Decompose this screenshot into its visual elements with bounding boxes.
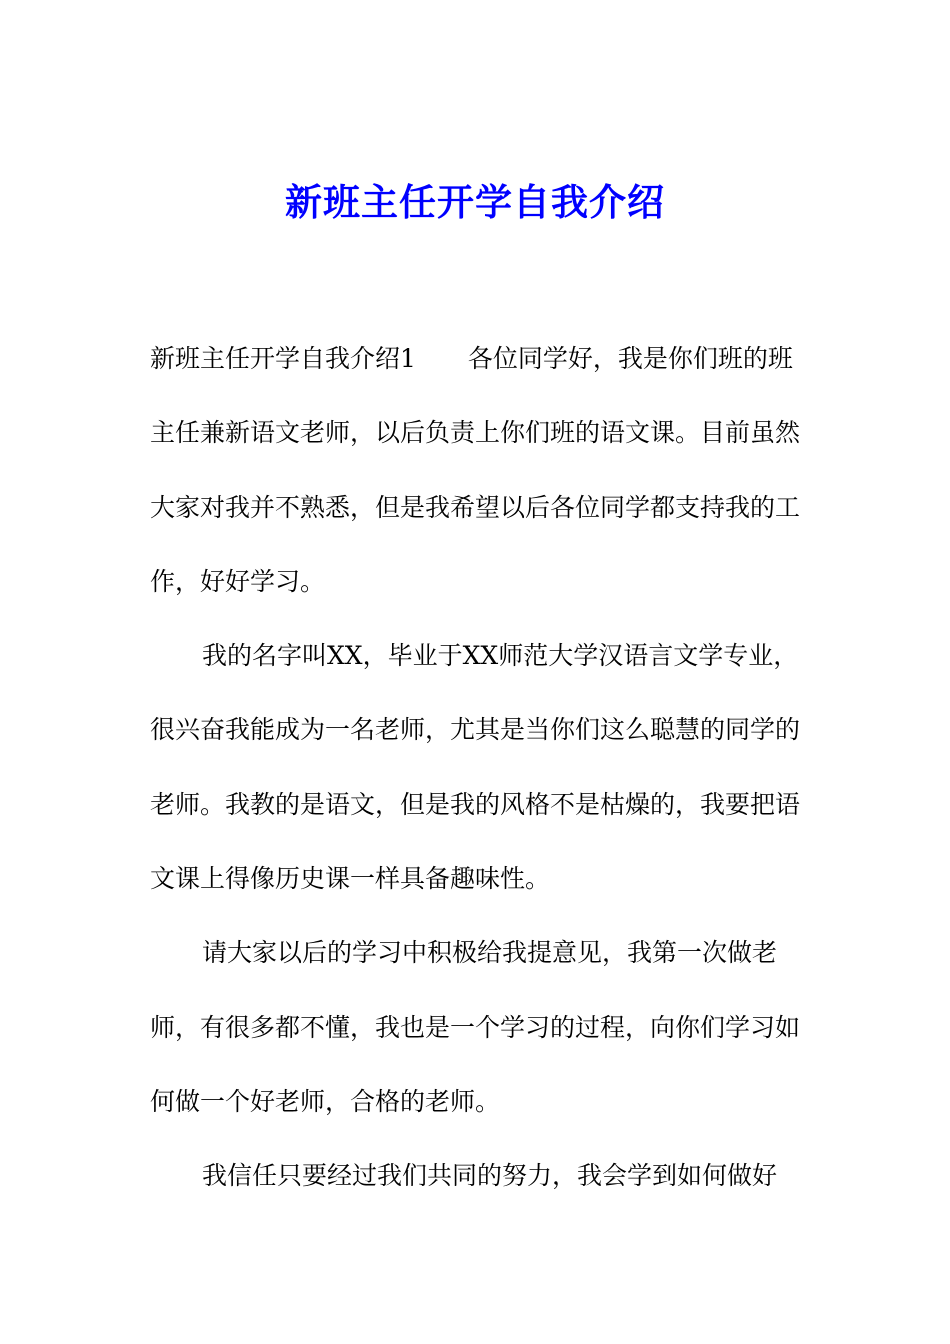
paragraph-4: 我信任只要经过我们共同的努力，我会学到如何做好: [202, 1161, 778, 1191]
document-body: [150, 322, 810, 1214]
document-title: 新班主任开学自我介绍: [285, 180, 665, 224]
paragraph-1: [150, 322, 810, 619]
paragraph-2: 我的名字叫XX，毕业于XX师范大学汉语言文学专业，很兴奋我能成为一名老师，尤其是当你们这么聪慧的同学的老师。我教的是语文，但是我的风格不是枯燥的，我要把语文课上得像历史课一样具备趣味性。: [150, 641, 801, 894]
section-heading: 新班主任开学自我介绍1: [150, 344, 416, 373]
paragraph-3: 请大家以后的学习中积极给我提意见，我第一次做老师，有很多都不懂，我也是一个学习的过程，向你们学习如何做一个好老师，合格的老师。: [150, 938, 801, 1116]
paragraph-1-text: 各位同学好，我是你们班的班主任兼新语文老师，以后负责上你们班的语文课。目前虽然大家对我并不熟悉，但是我希望以后各位同学都支持我的工作，好好学习。: [150, 344, 801, 596]
